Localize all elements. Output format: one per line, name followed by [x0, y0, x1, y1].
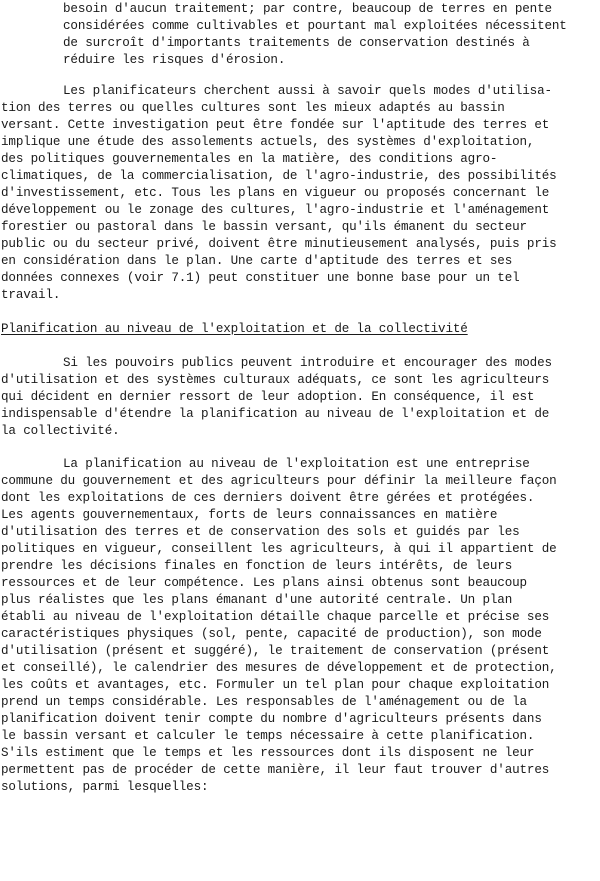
text-line: dont les exploitations de ces derniers doivent être gérées et protégées. [1, 491, 535, 505]
text-line: planification doivent tenir compte du nombre d'agriculteurs présents dans [1, 712, 542, 726]
text-line: Les agents gouvernementaux, forts de leurs connaissances en matière [1, 508, 498, 522]
text-line: tion des terres ou quelles cultures sont les mieux adaptés au bassin [1, 101, 505, 115]
text-line: d'investissement, etc. Tous les plans en vigueur ou proposés concernant le [1, 186, 550, 200]
text-line: d'utilisation et des systèmes culturaux adéquats, ce sont les agriculteurs [1, 373, 550, 387]
text-line: établi au niveau de l'exploitation détaille chaque parcelle et précise ses [1, 610, 550, 624]
text-line: développement ou le zonage des cultures, l'agro-industrie et l'aménagement [1, 203, 550, 217]
text-line: commune du gouvernement et des agriculteurs pour définir la meilleure façon [1, 474, 557, 488]
text-line: caractéristiques physiques (sol, pente, capacité de production), son mode [1, 627, 542, 641]
text-line: forestier ou pastoral dans le bassin versant, qu'ils émanent du secteur [1, 220, 527, 234]
text-line: S'ils estiment que le temps et les ressources dont ils disposent ne leur [1, 746, 535, 760]
text-line: ressources et de leur compétence. Les plans ainsi obtenus sont beaucoup [1, 576, 527, 590]
text-line: des politiques gouvernementales en la matière, des conditions agro- [1, 152, 498, 166]
text-line: et conseillé), le calendrier des mesures de développement et de protection, [1, 661, 557, 675]
text-line: versant. Cette investigation peut être fondée sur l'aptitude des terres et [1, 118, 550, 132]
text-line: prendre les décisions finales en fonction de leurs intérêts, de leurs [1, 559, 513, 573]
text-line: en considération dans le plan. Une carte d'aptitude des terres et ses [1, 254, 513, 268]
text-line: prend un temps considérable. Les responsables de l'aménagement ou de la [1, 695, 527, 709]
text-line: d'utilisation (présent et suggéré), le traitement de conservation (présent [1, 644, 550, 658]
text-line: Si les pouvoirs publics peuvent introduire et encourager des modes [63, 356, 552, 370]
text-line: politiques en vigueur, conseillent les agriculteurs, à qui il appartient de [1, 542, 557, 556]
text-line: La planification au niveau de l'exploitation est une entreprise [63, 457, 530, 471]
text-line: indispensable d'étendre la planification au niveau de l'exploitation et de [1, 407, 550, 421]
text-line: permettent pas de procéder de cette manière, il leur faut trouver d'autres [1, 763, 550, 777]
text-line: données connexes (voir 7.1) peut constituer une bonne base pour un tel [1, 271, 520, 285]
text-line: de surcroît d'importants traitements de conservation destinés à [63, 36, 530, 50]
text-line: les coûts et avantages, etc. Formuler un tel plan pour chaque exploitation [1, 678, 550, 692]
section-heading: Planification au niveau de l'exploitation et de la collectivité [1, 322, 468, 336]
text-line: d'utilisation des terres et de conservation des sols et guidés par les [1, 525, 520, 539]
text-line: qui décident en dernier ressort de leur adoption. En conséquence, il est [1, 390, 535, 404]
text-line: climatiques, de la commercialisation, de l'agro-industrie, des possibilités [1, 169, 557, 183]
text-line: plus réalistes que les plans émanant d'une autorité centrale. Un plan [1, 593, 513, 607]
text-line: la collectivité. [1, 424, 120, 438]
text-line: le bassin versant et calculer le temps nécessaire à cette planification. [1, 729, 535, 743]
text-line: public ou du secteur privé, doivent être minutieusement analysés, puis pris [1, 237, 557, 251]
text-line: travail. [1, 288, 61, 302]
text-line: implique une étude des assolements actuels, des systèmes d'exploitation, [1, 135, 535, 149]
text-line: solutions, parmi lesquelles: [1, 780, 209, 794]
text-line: Les planificateurs cherchent aussi à savoir quels modes d'utilisa- [63, 84, 552, 98]
text-line: besoin d'aucun traitement; par contre, beaucoup de terres en pente [63, 2, 552, 16]
text-line: réduire les risques d'érosion. [63, 53, 286, 67]
text-line: considérées comme cultivables et pourtant mal exploitées nécessitent [63, 19, 567, 33]
